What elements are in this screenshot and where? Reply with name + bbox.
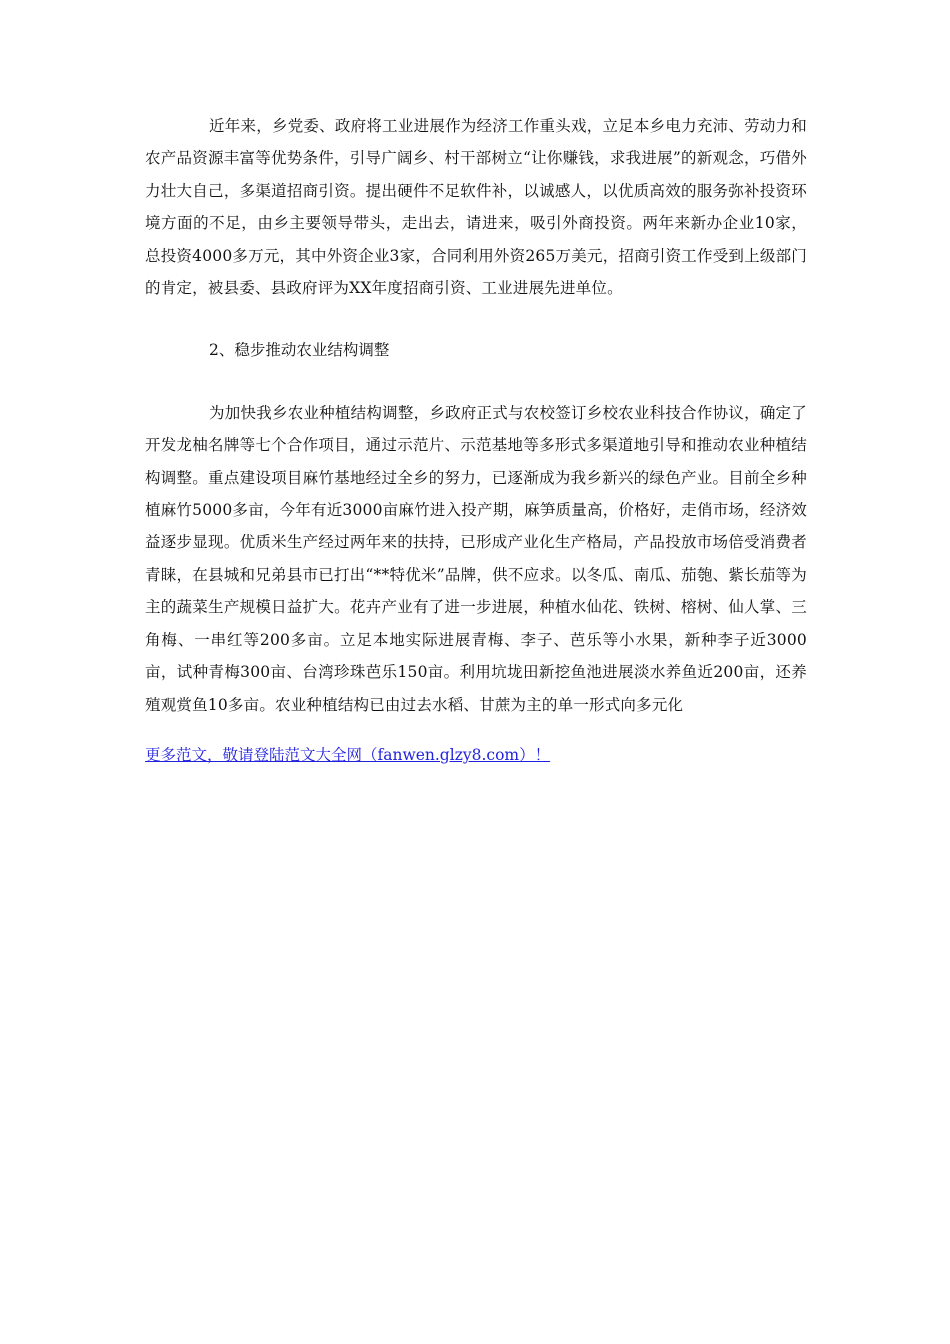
section-heading-agriculture: 2、稳步推动农业结构调整 [209, 341, 390, 360]
paragraph-agriculture-structure: 为加快我乡农业种植结构调整，乡政府正式与农校签订乡校农业科技合作协议，确定了开发龙柚名牌等七个合作项目，通过示范片、示范基地等多形式多渠道地引导和推动农业种植结构调整。重点建设项目麻竹基地经过全乡的努力，已逐渐成为我乡新兴的绿色产业。目前全乡种植麻竹5000多亩，今年有近3000亩麻竹进入投产期，麻笋质量高，价格好，走俏市场，经济效益逐步显现。优质米生产经过两年来的扶持，已形成产业化生产格局，产品投放市场倍受消费者青睐，在县城和兄弟县市已打出“**特优米”品牌，供不应求。以冬瓜、南瓜、茄匏、紫长茄等为主的蔬菜生产规模日益扩大。花卉产业有了进一步进展，种植水仙花、铁树、榕树、仙人掌、三角梅、一串红等200多亩。立足本地实际进展青梅、李子、芭乐等小水果，新种李子近3000亩，试种青梅300亩、台湾珍珠芭乐150亩。利用坑垅田新挖鱼池进展淡水养鱼近200亩，还养殖观赏鱼10多亩。农业种植结构已由过去水稻、甘蔗为主的单一形式向多元化 [145, 403, 807, 714]
more-articles-link[interactable]: 更多范文，敬请登陆范文大全网（fanwen.glzy8.com）！ [145, 745, 551, 764]
paragraph-industry-investment: 近年来，乡党委、政府将工业进展作为经济工作重头戏，立足本乡电力充沛、劳动力和农产品资源丰富等优势条件，引导广阔乡、村干部树立“让你赚钱，求我进展”的新观念，巧借外力壮大自己，多渠道招商引资。提出硬件不足软件补，以诚感人，以优质高效的服务弥补投资环境方面的不足，由乡主要领导带头，走出去，请进来，吸引外商投资。两年来新办企业10家，总投资4000多万元，其中外资企业3家，合同利用外资265万美元，招商引资工作受到上级部门的肯定，被县委、县政府评为XX年度招商引资、工业进展先进单位。 [145, 117, 807, 298]
document-body [145, 110, 807, 767]
